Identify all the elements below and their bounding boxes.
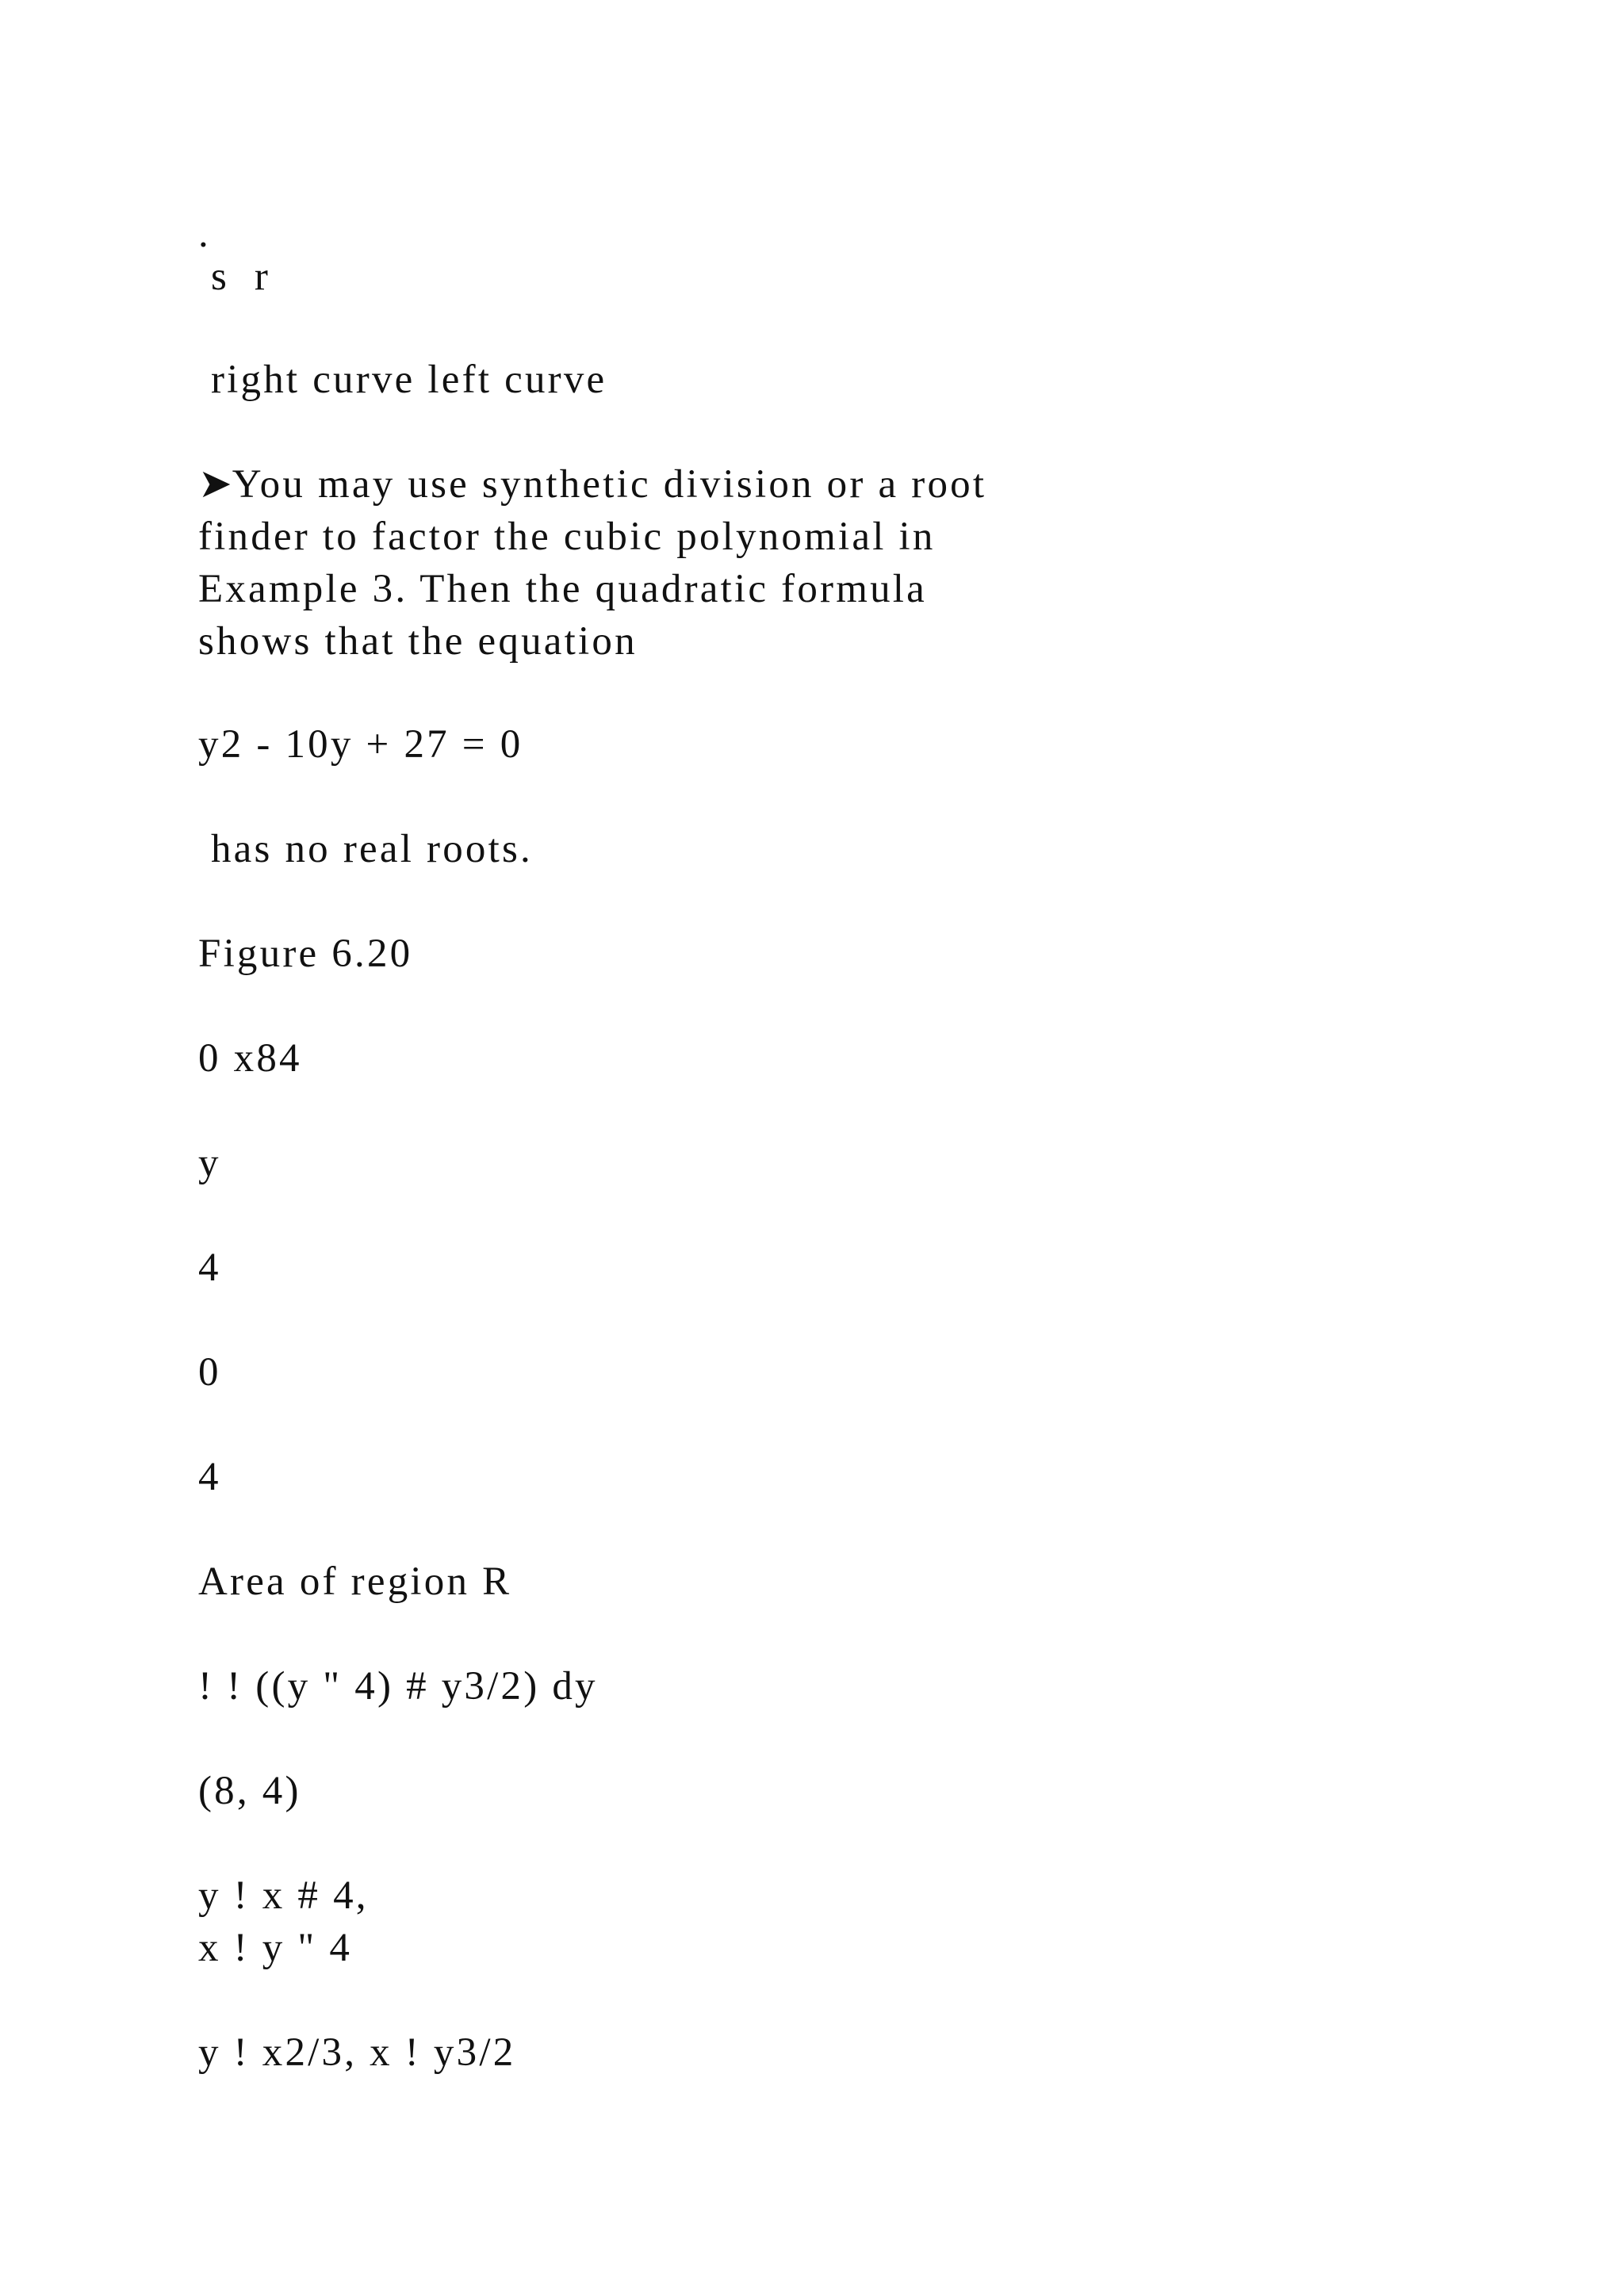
figure-label: Figure 6.20 (198, 932, 413, 976)
dot-text: . (198, 212, 211, 256)
line-equation-1: y ! x # 4, (198, 1873, 369, 1918)
margin-note-line-2: finder to factor the cubic polynomial in (198, 515, 936, 559)
margin-note-line-1 (198, 458, 986, 511)
line-equation-2: x ! y " 4 (198, 1926, 353, 1970)
area-label: Area of region R (198, 1559, 512, 1604)
curve-equation: y ! x2/3, x ! y3/2 (198, 2030, 516, 2075)
y-axis-label: y (198, 1141, 221, 1185)
margin-note-line-1-text: You may use synthetic division or a root (232, 462, 987, 507)
margin-note-line-4: shows that the equation (198, 619, 638, 664)
tick-label-0: 0 (198, 1350, 221, 1395)
integral-expression: ! ! ((y " 4) # y3/2) dy (198, 1664, 598, 1709)
tick-label-4-lower: 4 (198, 1455, 221, 1499)
tick-label-4-upper: 4 (198, 1246, 221, 1290)
intersection-point: (8, 4) (198, 1769, 301, 1813)
x-axis-labels: 0 x84 (198, 1036, 302, 1081)
arrow-bullet-icon: ➤ (198, 462, 232, 507)
margin-note-line-3: Example 3. Then the quadratic formula (198, 567, 928, 611)
curve-labels: right curve left curve (198, 358, 607, 402)
no-real-roots-text: has no real roots. (198, 827, 533, 871)
s-r-labels: s r (198, 254, 271, 299)
quadratic-equation: y2 - 10y + 27 = 0 (198, 722, 523, 767)
